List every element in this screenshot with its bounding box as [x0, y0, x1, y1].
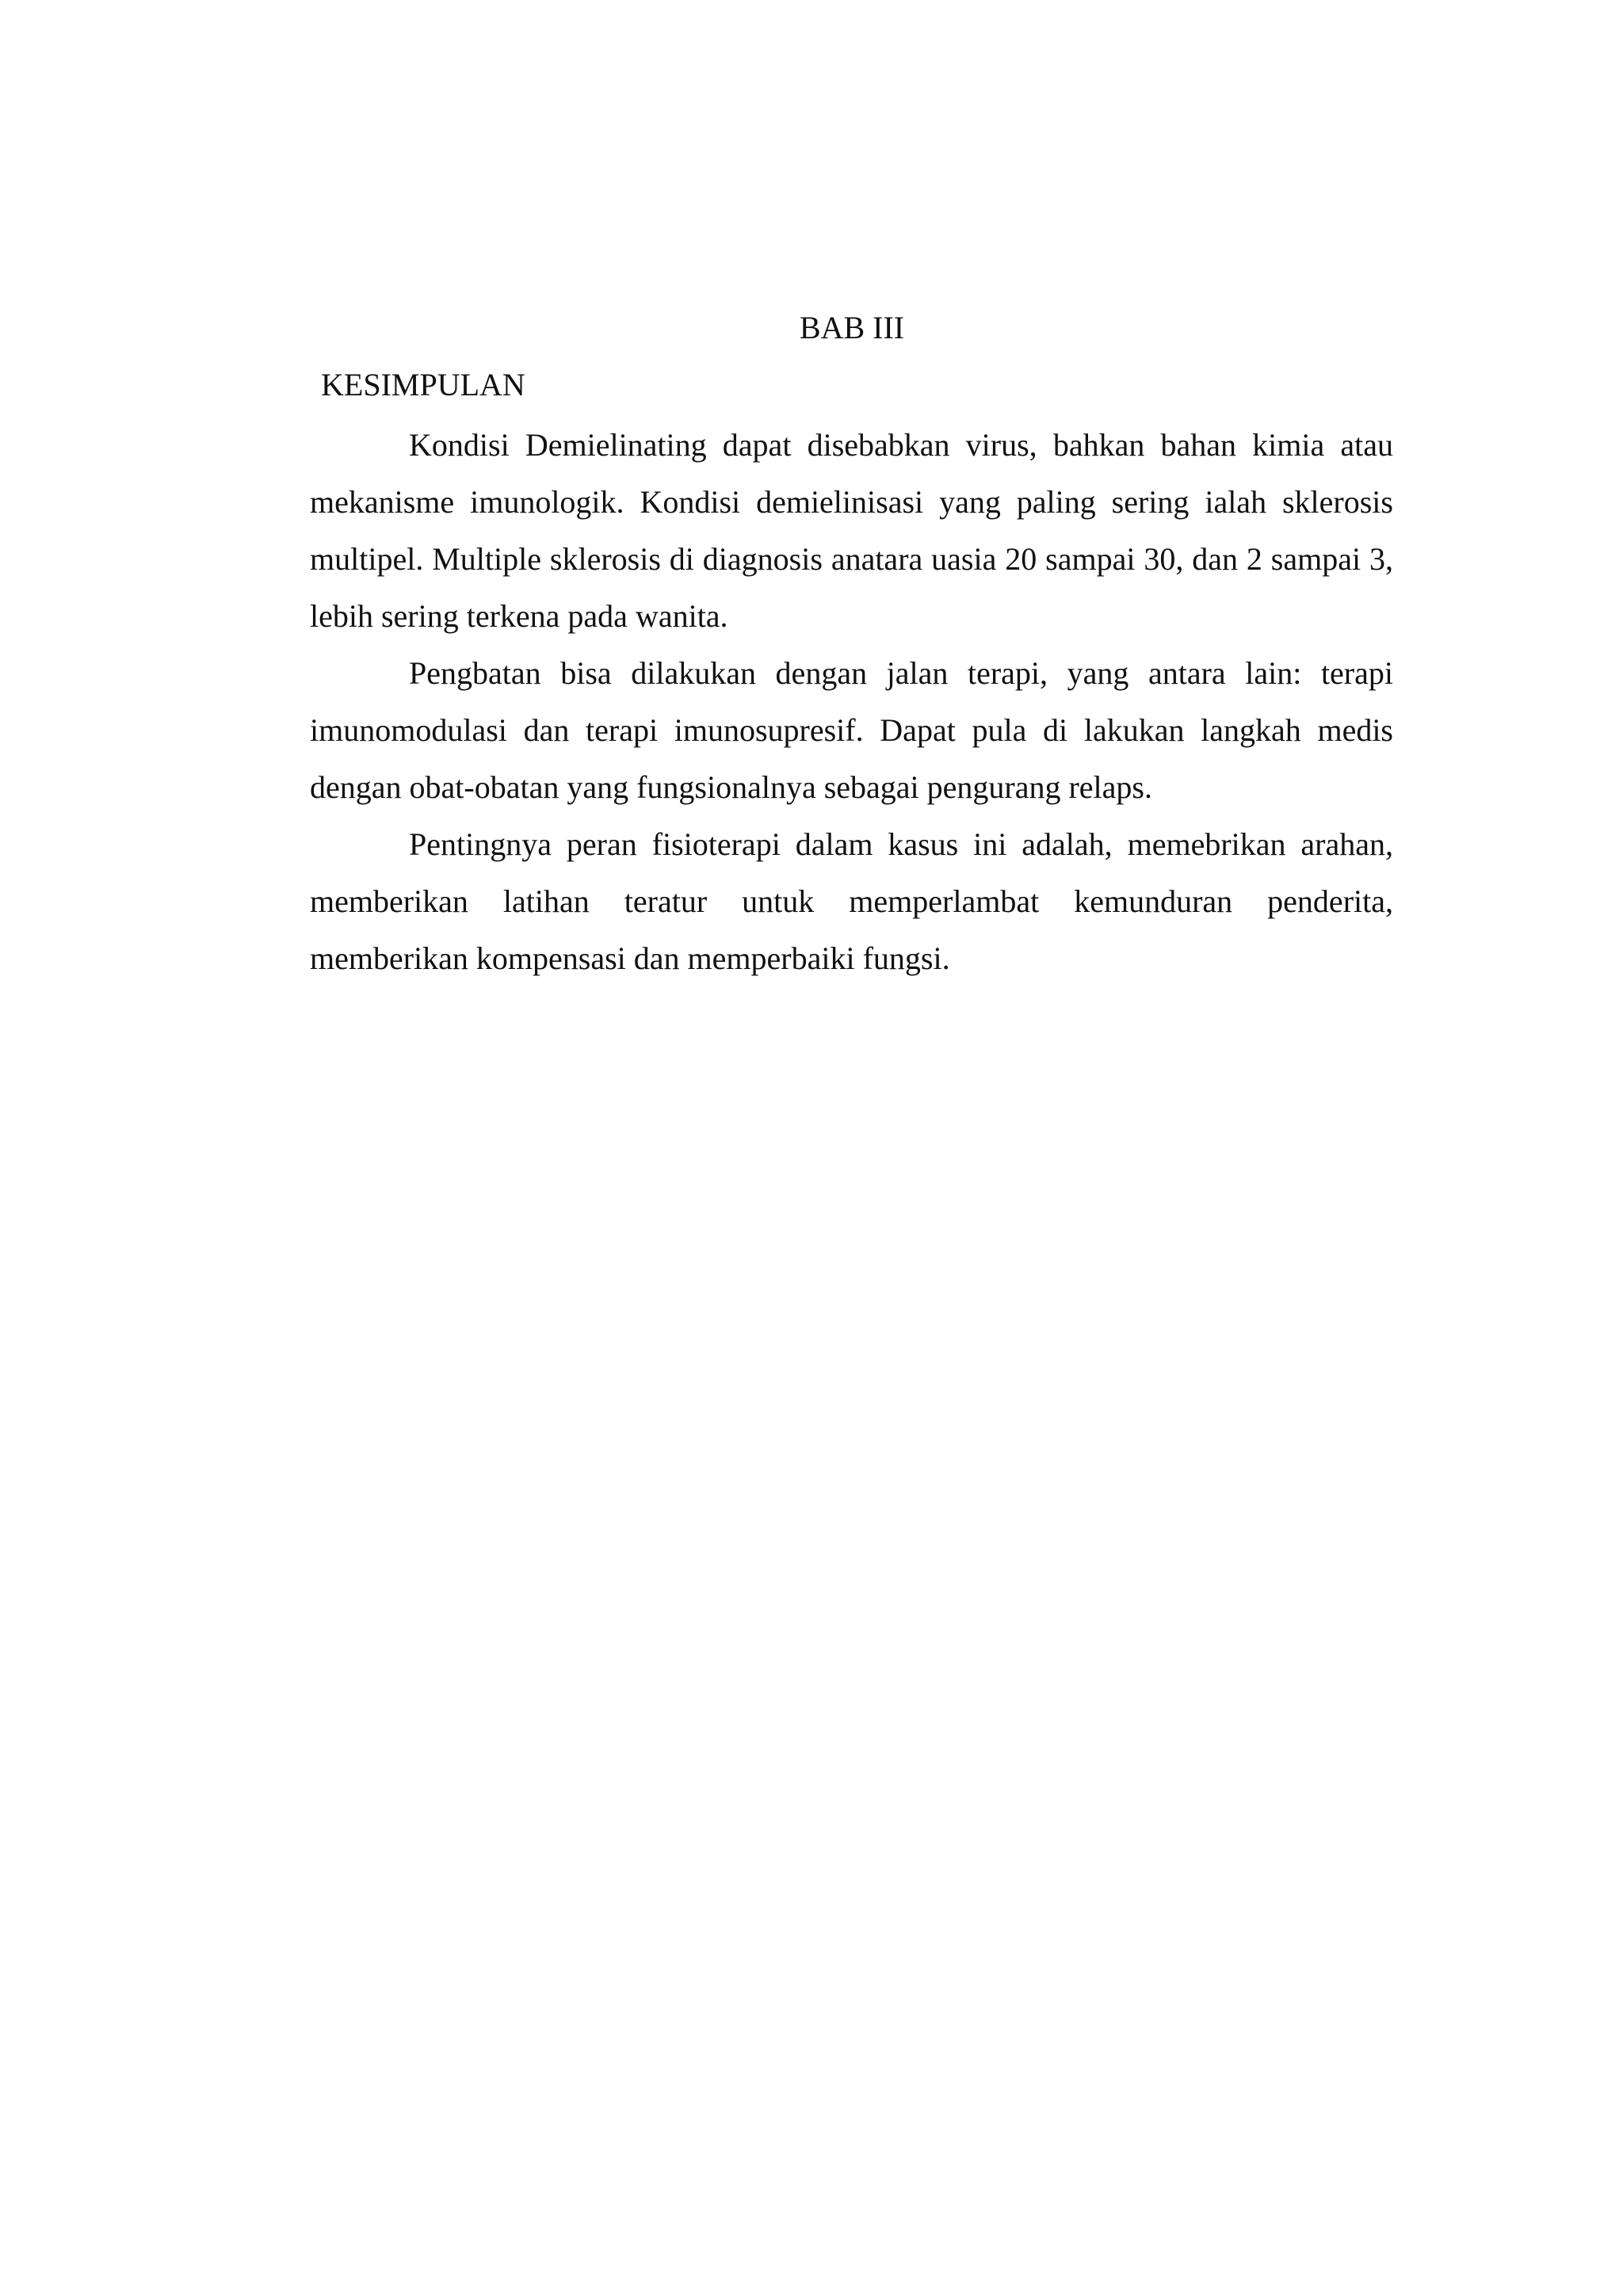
body-text — [310, 417, 1393, 987]
section-title: KESIMPULAN — [321, 367, 525, 402]
paragraph-2: Pengbatan bisa dilakukan dengan jalan terapi, yang antara lain: terapi imunomodulasi dan terapi imunosupresif. Dapat pula di lakukan langkah medis dengan obat-obatan yang fungsionalnya sebagai pengurang relaps. — [310, 655, 1393, 805]
chapter-title: BAB III — [799, 310, 905, 345]
paragraph-1: Kondisi Demielinating dapat disebabkan virus, bahkan bahan kimia atau mekanisme imunologik. Kondisi demielinisasi yang paling sering ialah sklerosis multipel. Multiple sklerosis di diagnosis anatara uasia 20 sampai 30, dan 2 sampai 3, lebih sering terkena pada wanita. — [310, 427, 1393, 634]
paragraph-3: Pentingnya peran fisioterapi dalam kasus ini adalah, memebrikan arahan, memberikan latihan teratur untuk memperlambat kemunduran penderita, memberikan kompensasi dan memperbaiki fungsi. — [310, 826, 1393, 976]
